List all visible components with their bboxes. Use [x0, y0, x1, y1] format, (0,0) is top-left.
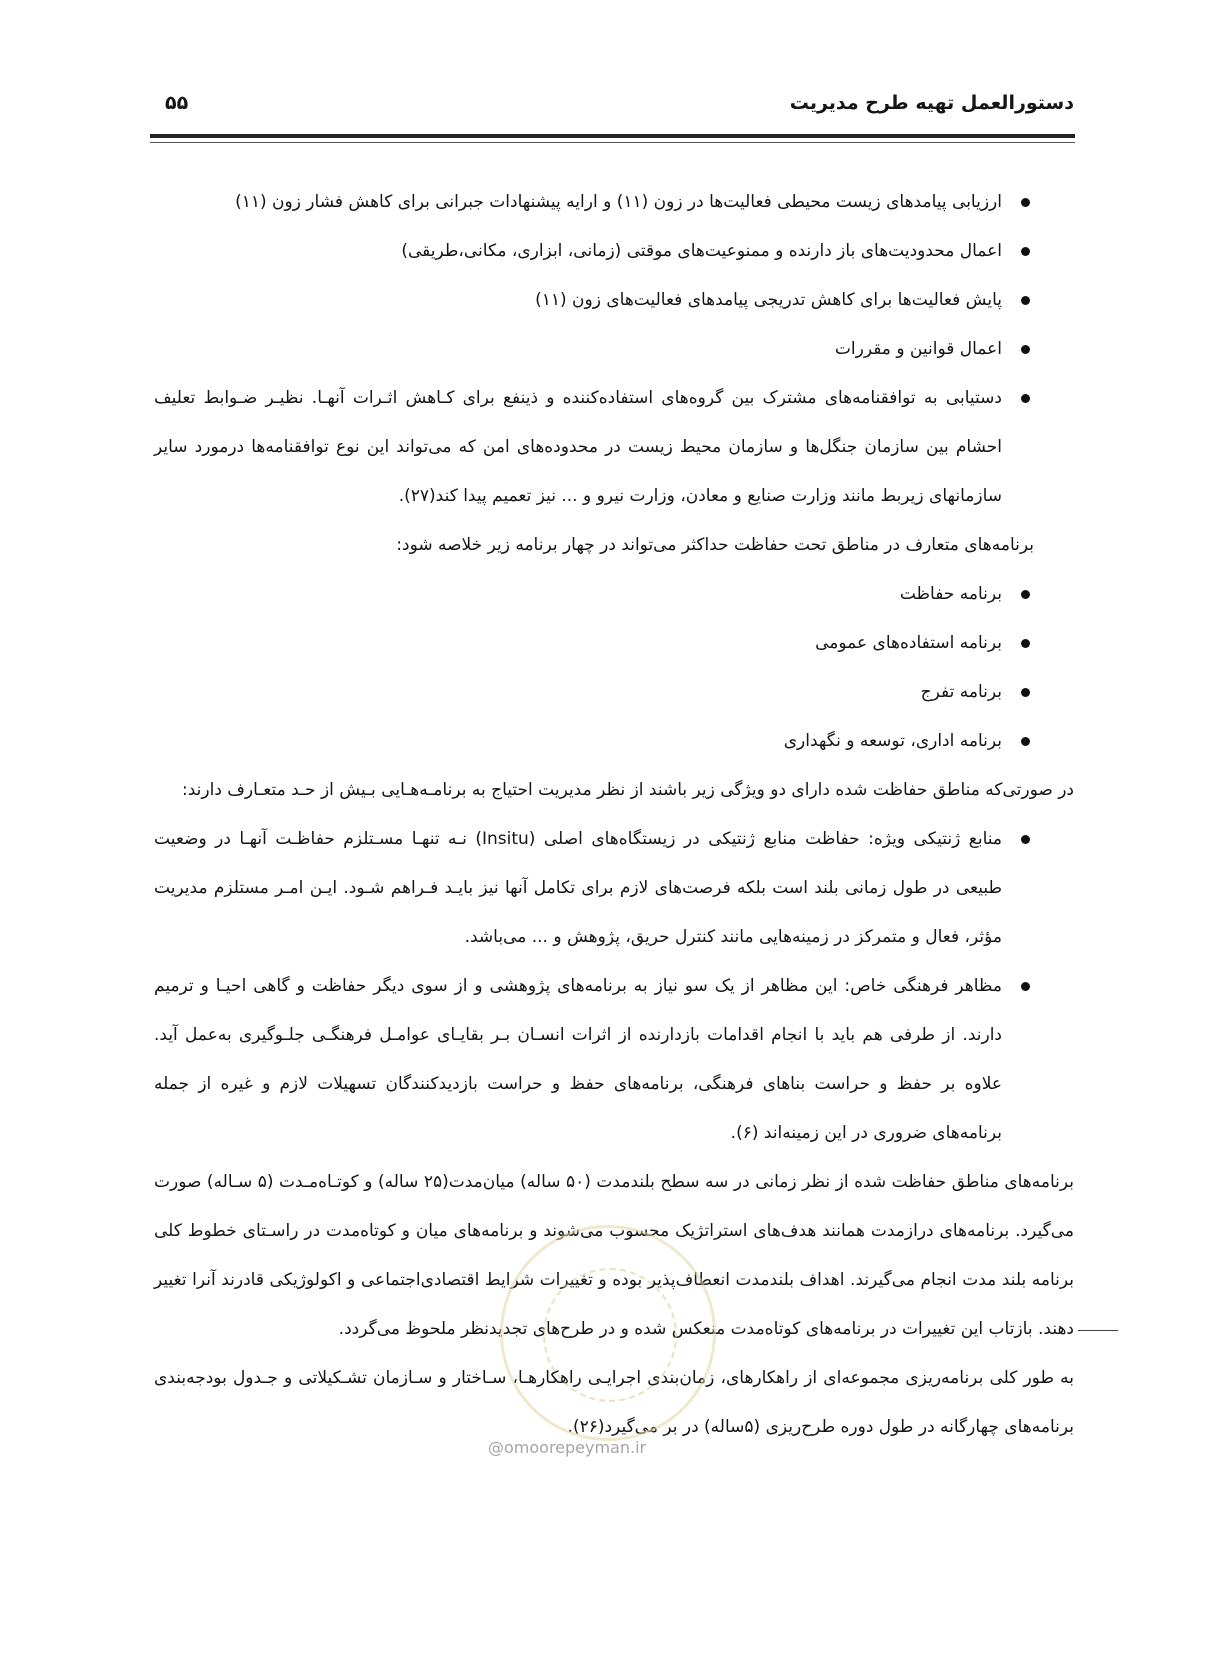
bullet-icon	[1021, 639, 1030, 648]
website-watermark: @omoorepeyman.ir	[488, 1438, 647, 1457]
list-item: اعمال محدودیت‌های باز دارنده و ممنوعیت‌های موقتی (زمانی، ابزاری، مکانی،طریقی)	[154, 227, 1034, 276]
header-rule-thin	[150, 142, 1075, 143]
list-item: مظاهر فرهنگی خاص: این مظاهر از یک سو نیاز به برنامه‌های پژوهشی و از سوی دیگر حفاظت و گاهی احیـا و ترمیم دارند. از طرفی هم باید با انجام اقدامات بازدارنده از اثرات انسـان بـر بقایـای عوامـل فرهنگـی جلـوگیری به‌عمل آید. علاوه بر حفظ و حراست بناهای فرهنگی، برنامه‌های حفظ و حراست بازدیدکنندگان تسهیلات لازم و غیره از جمله برنامه‌های ضروری در این زمینه‌اند (۶).	[154, 962, 1034, 1158]
header-rule-thick	[150, 134, 1075, 138]
bullet-icon	[1021, 737, 1030, 746]
list-item: برنامه استفاده‌های عمومی	[154, 619, 1034, 668]
bullet-icon	[1021, 247, 1030, 256]
bullet-list-special-features	[154, 815, 1034, 1158]
bullet-icon	[1021, 688, 1030, 697]
list-item: ارزیابی پیامدهای زیست محیطی فعالیت‌ها در زون (۱۱) و ارایه پیشنهادات جبرانی برای کاهش فشار زون (۱۱)	[154, 178, 1034, 227]
bullet-icon	[1021, 198, 1030, 207]
margin-mark	[1078, 1330, 1118, 1331]
page-number: ۵۵	[165, 92, 189, 114]
paragraph-programs-intro: برنامه‌های متعارف در مناطق تحت حفاظت حداکثر می‌تواند در چهار برنامه زیر خلاصه شود:	[396, 535, 1034, 555]
bullet-list-zone-actions	[154, 178, 1034, 521]
stamp-inner-ring	[543, 1268, 677, 1402]
list-item: منابع ژنتیکی ویژه: حفاظت منابع ژنتیکی در زیستگاه‌های اصلی (Insitu) نـه تنهـا مسـتلزم حفاظـت آنهـا در وضعیت طبیعی در طول زمانی بلند است بلکه فرصت‌های لازم برای تکامل آنها نیز بایـد فـراهم شـود. ایـن امـر مستلزم مدیریت مؤثر، فعال و متمرکز در زمینه‌هایی مانند کنترل حریق، پژوهش و ... می‌باشد.	[154, 815, 1034, 962]
paragraph-special-features: در صورتی‌که مناطق حفاظت شده دارای دو ویژگی زیر باشند از نظر مدیریت احتیاج به برنامـه‌هـایی بـیش از حـد متعـارف دارند:	[182, 780, 1074, 800]
list-item: پایش فعالیت‌ها برای کاهش تدریجی پیامدهای فعالیت‌های زون (۱۱)	[154, 276, 1034, 325]
list-item: برنامه تفرج	[154, 668, 1034, 717]
bullet-icon	[1021, 296, 1030, 305]
list-item: اعمال قوانین و مقررات	[154, 325, 1034, 374]
bullet-list-programs	[154, 570, 1034, 766]
bullet-icon	[1021, 345, 1030, 354]
list-item: برنامه حفاظت	[154, 570, 1034, 619]
bullet-icon	[1021, 590, 1030, 599]
paragraph-time-horizons: برنامه‌های مناطق حفاظت شده از نظر زمانی در سه سطح بلندمدت (۵۰ ساله) میان‌مدت(۲۵ ساله) و کوتـاه‌مـدت (۵ سـاله) صورت می‌گیرد. برنامه‌های درازمدت همانند هدف‌های استراتژیک محسوب می‌شوند و برنامه‌های میان و کوتاه‌مدت در راسـتای خطوط کلی برنامه بلند مدت انجام می‌گیرند. اهداف بلندمدت انعطاف‌پذیر بوده و تغییرات شرایط اقتصادی‌اجتماعی و اکولوژیکی قادرند آنرا تغییر دهند. بازتاب این تغییرات در برنامه‌های کوتاه‌مدت منعکس شده و در طرح‌های تجدیدنظر ملحوظ می‌گردد.	[154, 1172, 1075, 1339]
publisher-stamp-watermark	[500, 1225, 716, 1441]
bullet-icon	[1021, 394, 1030, 403]
running-header-title: دستورالعمل تهیه طرح مدیریت	[789, 92, 1074, 114]
list-item: دستیابی به توافقنامه‌های مشترک بین گروه‌های استفاده‌کننده و ذینفع برای کـاهش اثـرات آنهـا. نظیـر ضـوابط تعلیف احشام بین سازمان جنگل‌ها و سازمان محیط زیست در محدوده‌های امن که می‌تواند این نوع توافقنامه‌ها درمورد سایر سازمانهای زیربط مانند وزارت صنایع و معادن، وزارت نیرو و ... نیز تعمیم پیدا کند(۲۷).	[154, 374, 1034, 521]
paragraph-planning-summary: به طور کلی برنامه‌ریزی مجموعه‌ای از راهکارهای، زمان‌بندی اجرایـی راهکارهـا، سـاختار و سـازمان تشـکیلاتی و جـدول بودجه‌بندی برنامه‌های چهارگانه در طول دوره طرح‌ریزی (۵ساله) در بر می‌گیرد(۲۶).	[154, 1368, 1074, 1437]
bullet-icon	[1021, 835, 1030, 844]
list-item: برنامه اداری، توسعه و نگهداری	[154, 717, 1034, 766]
bullet-icon	[1021, 982, 1030, 991]
